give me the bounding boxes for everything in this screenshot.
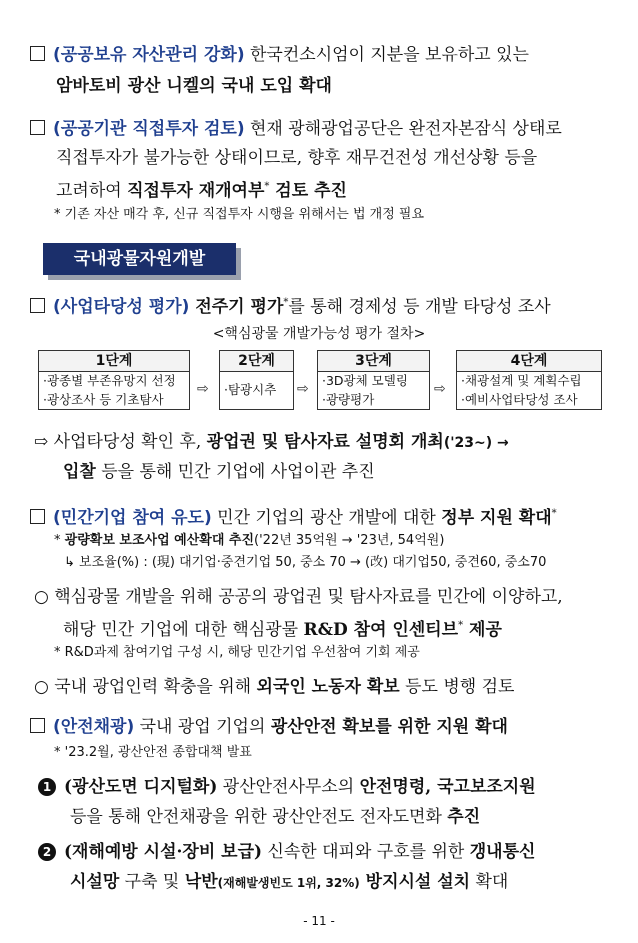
step-2-title: 2단계: [219, 350, 294, 372]
footnote: * '23.2월, 광산안전 종합대책 발표: [54, 745, 252, 760]
text: 고려하여: [56, 181, 128, 201]
tag: (사업타당성 평가): [53, 297, 190, 317]
asterisk: *: [551, 508, 557, 519]
footnote: * R&D과제 참여기업 구성 시, 해당 민간기업 우선참여 기회 제공: [54, 645, 420, 660]
text: ('22년 35억원 → '23년, 54억원): [254, 533, 445, 548]
tag: (민간기업 참여 유도): [53, 508, 212, 528]
paragraph-private-participation: [30, 503, 557, 529]
step-text: ·3D광체 모델링: [322, 373, 408, 388]
right-arrow-icon: ⇨: [434, 381, 446, 397]
text: 민간 기업의 광산 개발에 대한: [211, 508, 442, 528]
paragraph-line: [56, 176, 347, 202]
text: 광산안전사무소의: [217, 777, 360, 797]
paragraph-feasibility: [30, 292, 551, 318]
bold-text: (재해발생빈도 1위, 32%): [217, 876, 360, 890]
right-arrow-icon: ⇨: [197, 381, 209, 397]
asterisk: *: [264, 181, 270, 192]
step-3-body: [317, 370, 430, 410]
paragraph-direct-investment: [30, 118, 562, 140]
paragraph-foreign-workers: [34, 676, 514, 698]
step-4-body: [456, 370, 602, 410]
number-1-icon: 1: [38, 778, 56, 796]
paragraph-line: [70, 806, 480, 828]
bold-text: 갱내통신: [469, 842, 536, 862]
bold-text: 시설망: [70, 872, 120, 892]
paragraph-asset-management: [30, 44, 529, 66]
step-1-body: [38, 370, 190, 410]
section-title: 국내광물자원개발: [43, 243, 236, 275]
bold-text: 직접투자 재개여부: [127, 181, 265, 201]
paragraph-digitization: [38, 776, 536, 798]
paragraph-line: [63, 461, 375, 483]
step-text: ·채광설계 및 계획수립: [461, 373, 582, 388]
text: *: [54, 533, 65, 548]
bold-text: 입찰: [63, 462, 96, 482]
step-4-title: 4단계: [456, 350, 602, 372]
text: 구축 및: [119, 872, 185, 892]
text: 등을 통해 안전채광을 위한 광산안전도 전자도면화: [70, 807, 448, 827]
checkbox-bullet-icon: [30, 509, 45, 524]
text: 해당 민간 기업에 대한 핵심광물: [63, 620, 304, 640]
step-text: ·광상조사 등 기초탐사: [43, 392, 164, 407]
paragraph-safe-mining: [30, 716, 508, 738]
checkbox-bullet-icon: [30, 298, 45, 313]
number-2-icon: 2: [38, 843, 56, 861]
asterisk: *: [283, 297, 289, 308]
bold-text: 외국인 노동자 확보: [256, 677, 400, 697]
bold-text: 방지시설 설치: [359, 872, 471, 892]
bold-text: 광업권 및 탐사자료 설명회 개최: [206, 432, 444, 452]
bold-text: R&D 참여 인센티브: [303, 620, 459, 640]
bold-text: 광량확보 보조사업 예산확대 추진: [64, 533, 255, 548]
paragraph-line: [63, 615, 502, 641]
text: 신속한 대피와 구호를 위한: [262, 842, 470, 862]
diagram-caption: <핵심광물 개발가능성 평가 절차>: [212, 326, 426, 342]
bold-text: ('23~) →: [443, 435, 509, 451]
step-text: ·탐광시추: [224, 382, 277, 397]
footnote: [54, 532, 444, 550]
text: ⇨ 사업타당성 확인 후,: [34, 432, 207, 452]
text: 확대: [470, 872, 509, 892]
bold-text: 제공: [463, 620, 502, 640]
paragraph-line: 암바토비 광산 니켈의 국내 도입 확대: [56, 76, 332, 96]
step-text: ·예비사업타당성 조사: [461, 392, 578, 407]
step-text: ·광종별 부존유망지 선정: [43, 373, 176, 388]
step-2-body: [219, 370, 294, 410]
tag: (공공기관 직접투자 검토): [53, 119, 245, 139]
checkbox-bullet-icon: [30, 46, 45, 61]
tag: (안전채광): [53, 717, 135, 737]
bold-text: 정부 지원 확대: [441, 508, 552, 528]
text: 등을 통해 민간 기업에 사업이관 추진: [95, 462, 375, 482]
paragraph-line: 직접투자가 불가능한 상태이므로, 향후 재무건전성 개선상황 등을: [56, 148, 538, 168]
paragraph-disaster-prevention: [38, 841, 535, 863]
tag: (공공보유 자산관리 강화): [53, 45, 245, 65]
bold-text: 검토 추진: [269, 181, 347, 201]
checkbox-bullet-icon: [30, 120, 45, 135]
text: ○ 국내 광업인력 확충을 위해: [34, 677, 257, 697]
text: 국내 광업 기업의: [134, 717, 271, 737]
text: 현재 광해광업공단은 완전자본잠식 상태로: [244, 119, 562, 139]
text: 한국컨소시엄이 지분을 보유하고 있는: [244, 45, 529, 65]
paragraph-line: [70, 871, 508, 894]
paragraph-transfer: [34, 431, 509, 454]
bold-text: 낙반: [184, 872, 218, 892]
footnote: * 기존 자산 매각 후, 신규 직접투자 시행을 위해서는 법 개정 필요: [54, 207, 425, 222]
paragraph-rnd: ○ 핵심광물 개발을 위해 공공의 광업권 및 탐사자료를 민간에 이양하고,: [34, 587, 563, 607]
asterisk: *: [458, 620, 464, 631]
text: 를 통해 경제성 등 개발 타당성 조사: [288, 297, 551, 317]
text: 등도 병행 검토: [399, 677, 515, 697]
step-text: ·광량평가: [322, 392, 375, 407]
footnote: ↳ 보조율(%) : (現) 대기업·중견기업 50, 중소 70 → (改) 대기업50, 중견60, 중소70: [64, 555, 547, 570]
right-arrow-icon: ⇨: [297, 381, 309, 397]
bold-text: 광산안전 확보를 위한 지원 확대: [270, 717, 508, 737]
bold-text: 전주기 평가: [189, 297, 284, 317]
bold-text: 추진: [447, 807, 481, 827]
page-number: - 11 -: [303, 914, 335, 928]
bold-text: 안전명령, 국고보조지원: [359, 777, 536, 797]
step-3-title: 3단계: [317, 350, 430, 372]
step-1-title: 1단계: [38, 350, 190, 372]
bold-text: (광산도면 디지털화): [64, 777, 218, 797]
checkbox-bullet-icon: [30, 718, 45, 733]
bold-text: (재해예방 시설·장비 보급): [64, 842, 263, 862]
